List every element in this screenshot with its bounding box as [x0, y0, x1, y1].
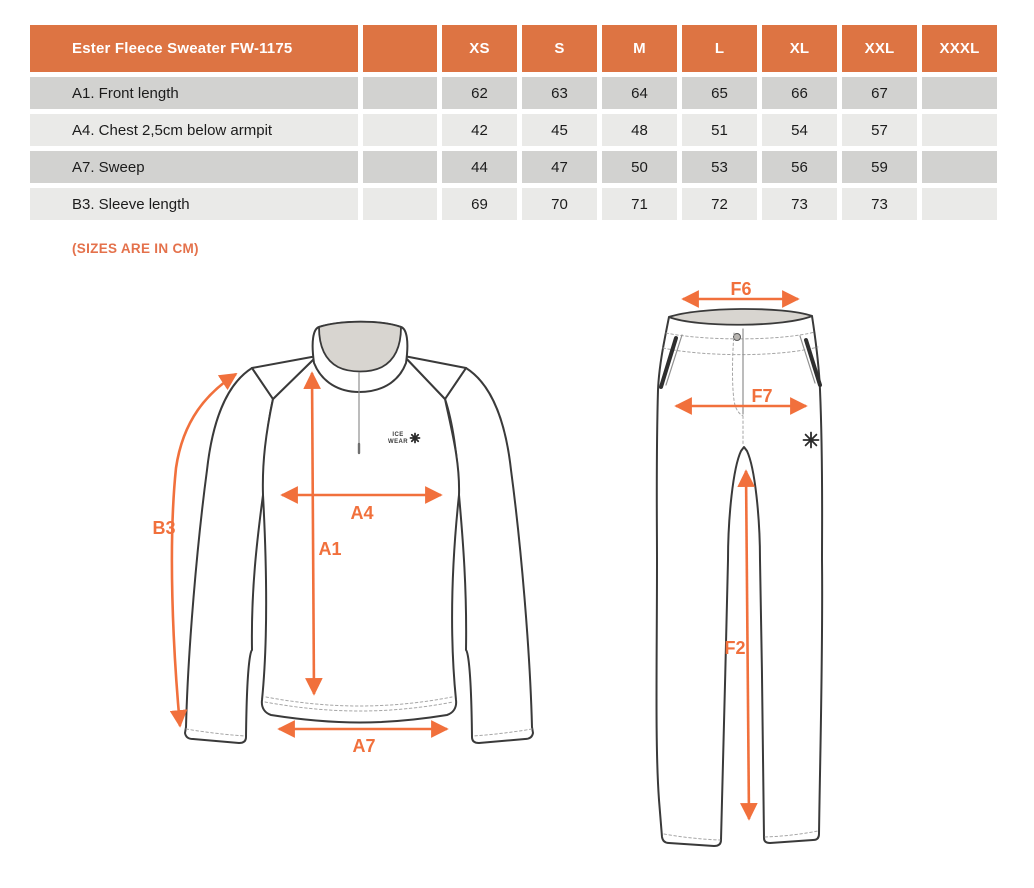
size-header-l: L [682, 25, 757, 72]
pants-body [657, 310, 823, 846]
spacer-cell [363, 114, 437, 146]
label-a4: A4 [350, 503, 374, 523]
label-f2: F2 [724, 638, 746, 658]
measurement-value: 65 [682, 77, 757, 109]
measurement-value: 57 [842, 114, 917, 146]
spacer-header-cell [363, 25, 437, 72]
snowflake-icon [804, 433, 819, 448]
product-title: Ester Fleece Sweater FW-1175 [30, 25, 358, 72]
measurement-value: 42 [442, 114, 517, 146]
table-row [30, 188, 997, 220]
measurement-label: A4. Chest 2,5cm below armpit [30, 114, 358, 146]
label-a7: A7 [352, 736, 376, 756]
measurement-value: 47 [522, 151, 597, 183]
waist-button [734, 334, 741, 341]
sweater-left-sleeve [185, 368, 273, 743]
measurement-value: 72 [682, 188, 757, 220]
measurement-value: 45 [522, 114, 597, 146]
measurement-value: 63 [522, 77, 597, 109]
measurement-value [922, 151, 997, 183]
spacer-cell [363, 188, 437, 220]
snowflake-icon [411, 434, 420, 443]
measurement-value [922, 77, 997, 109]
label-a1: A1 [318, 539, 342, 559]
label-f7: F7 [751, 386, 773, 406]
pants-drawing [657, 279, 823, 846]
sweater-right-sleeve [445, 368, 533, 743]
measurement-diagram [0, 268, 1034, 888]
size-header-xl: XL [762, 25, 837, 72]
measurement-value: 73 [762, 188, 837, 220]
sizes-note: (SIZES ARE IN CM) [72, 241, 199, 256]
table-row [30, 114, 997, 146]
table-row [30, 77, 997, 109]
measurement-value: 64 [602, 77, 677, 109]
sweater-body [262, 356, 459, 723]
spacer-cell [363, 77, 437, 109]
size-header-m: M [602, 25, 677, 72]
size-table [25, 20, 1002, 225]
size-header-xxl: XXL [842, 25, 917, 72]
measurement-value: 62 [442, 77, 517, 109]
table-header-row [30, 25, 997, 72]
sweater-drawing [152, 322, 533, 756]
measurement-label: B3. Sleeve length [30, 188, 358, 220]
measurement-value: 56 [762, 151, 837, 183]
measurement-label: A7. Sweep [30, 151, 358, 183]
measurement-label: A1. Front length [30, 77, 358, 109]
logo-text-line1: ICE [392, 432, 404, 438]
size-header-s: S [522, 25, 597, 72]
size-header-xxxl: XXXL [922, 25, 997, 72]
label-b3: B3 [152, 518, 176, 538]
arrow-f2 [746, 471, 749, 819]
label-f6: F6 [730, 279, 752, 299]
measurement-value: 44 [442, 151, 517, 183]
logo-text-line2: WEAR [388, 439, 408, 445]
pants-waistband [669, 309, 812, 325]
measurement-value: 69 [442, 188, 517, 220]
measurement-value: 50 [602, 151, 677, 183]
table-row [30, 151, 997, 183]
measurement-value: 71 [602, 188, 677, 220]
measurement-value: 54 [762, 114, 837, 146]
measurement-value [922, 188, 997, 220]
spacer-cell [363, 151, 437, 183]
measurement-value: 73 [842, 188, 917, 220]
measurement-value: 53 [682, 151, 757, 183]
measurement-value: 70 [522, 188, 597, 220]
measurement-value: 51 [682, 114, 757, 146]
measurement-value: 67 [842, 77, 917, 109]
measurement-value: 66 [762, 77, 837, 109]
measurement-value: 59 [842, 151, 917, 183]
size-header-xs: XS [442, 25, 517, 72]
measurement-value [922, 114, 997, 146]
measurement-value: 48 [602, 114, 677, 146]
